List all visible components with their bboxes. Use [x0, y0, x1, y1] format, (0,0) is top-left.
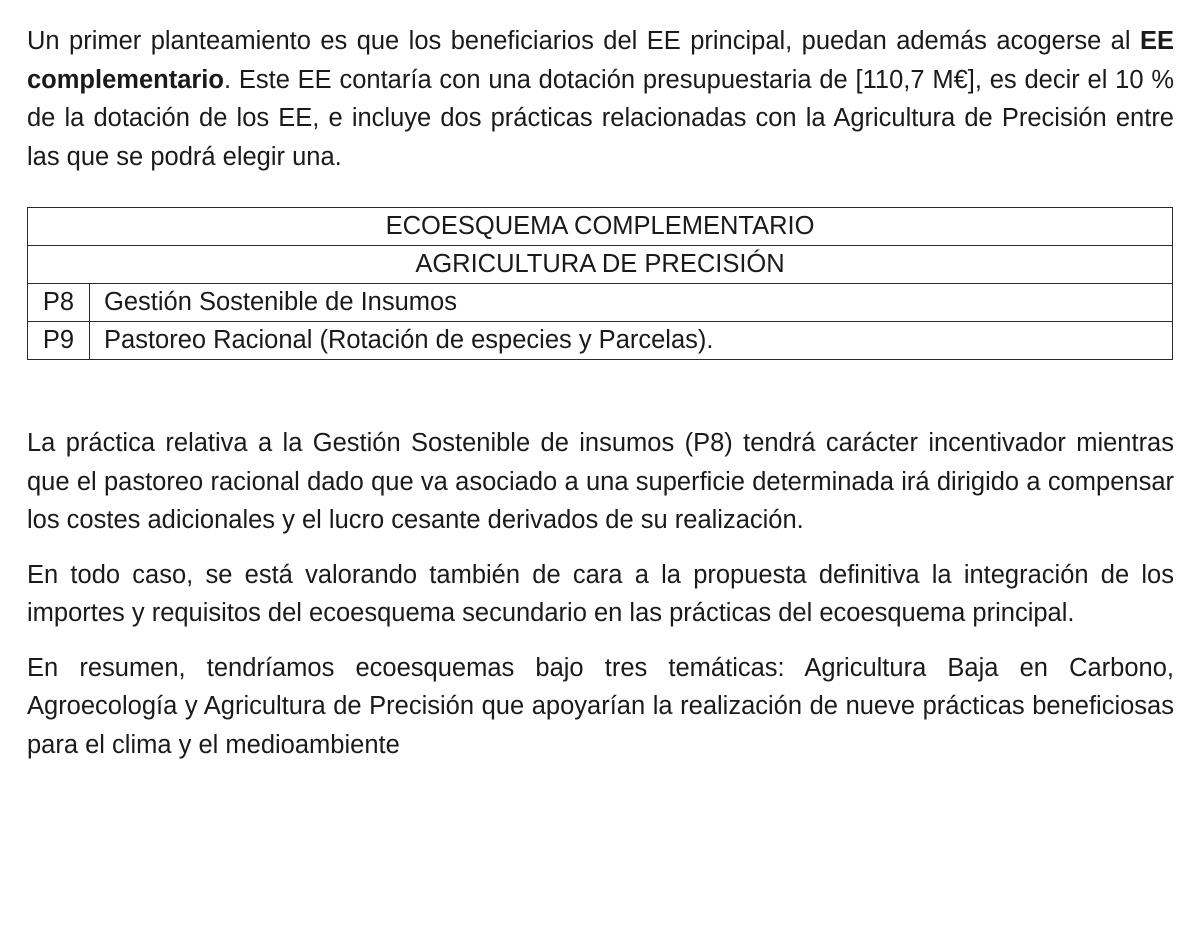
intro-text-start: Un primer planteamiento es que los beneficiarios del EE principal, puedan además acogerse al [27, 27, 1140, 55]
practice-code: P9 [28, 322, 90, 360]
table-row [28, 322, 1173, 360]
table-subtitle: AGRICULTURA DE PRECISIÓN [28, 246, 1173, 284]
intro-text-end: . Este EE contaría con una dotación presupuestaria de [110,7 M€], es decir el 10 % de la dotación de los EE, e incluye dos prácticas relacionadas con la Agricultura de Precisión entre las que se podrá elegir una. [27, 65, 1174, 171]
practice-description: Pastoreo Racional (Rotación de especies y Parcelas). [90, 322, 1173, 360]
intro-bold-term: EE complementario [27, 27, 1174, 94]
body-paragraph-summary: En resumen, tendríamos ecoesquemas bajo tres temáticas: Agricultura Baja en Carbono, Agroecología y Agricultura de Precisión que apoyarían la realización de nueve prácticas beneficiosas para el clima y el medioambiente [27, 653, 1174, 759]
table-row [28, 284, 1173, 322]
practice-description: Gestión Sostenible de Insumos [90, 284, 1173, 322]
table-title: ECOESQUEMA COMPLEMENTARIO [28, 208, 1173, 246]
document-page [27, 22, 1174, 764]
ecoesquema-table [27, 207, 1173, 360]
table-title-row [28, 208, 1173, 246]
practice-code: P8 [28, 284, 90, 322]
body-paragraph-practices: La práctica relativa a la Gestión Sostenible de insumos (P8) tendrá carácter incentivador mientras que el pastoreo racional dado que va asociado a una superficie determinada irá dirigido a compensar los costes adicionales y el lucro cesante derivados de su realización. [27, 429, 1174, 534]
table-subtitle-row [28, 246, 1173, 284]
intro-paragraph [27, 22, 1174, 176]
body-paragraph-integration: En todo caso, se está valorando también de cara a la propuesta definitiva la integración de los importes y requisitos del ecoesquema secundario en las prácticas del ecoesquema principal. [27, 560, 1174, 627]
